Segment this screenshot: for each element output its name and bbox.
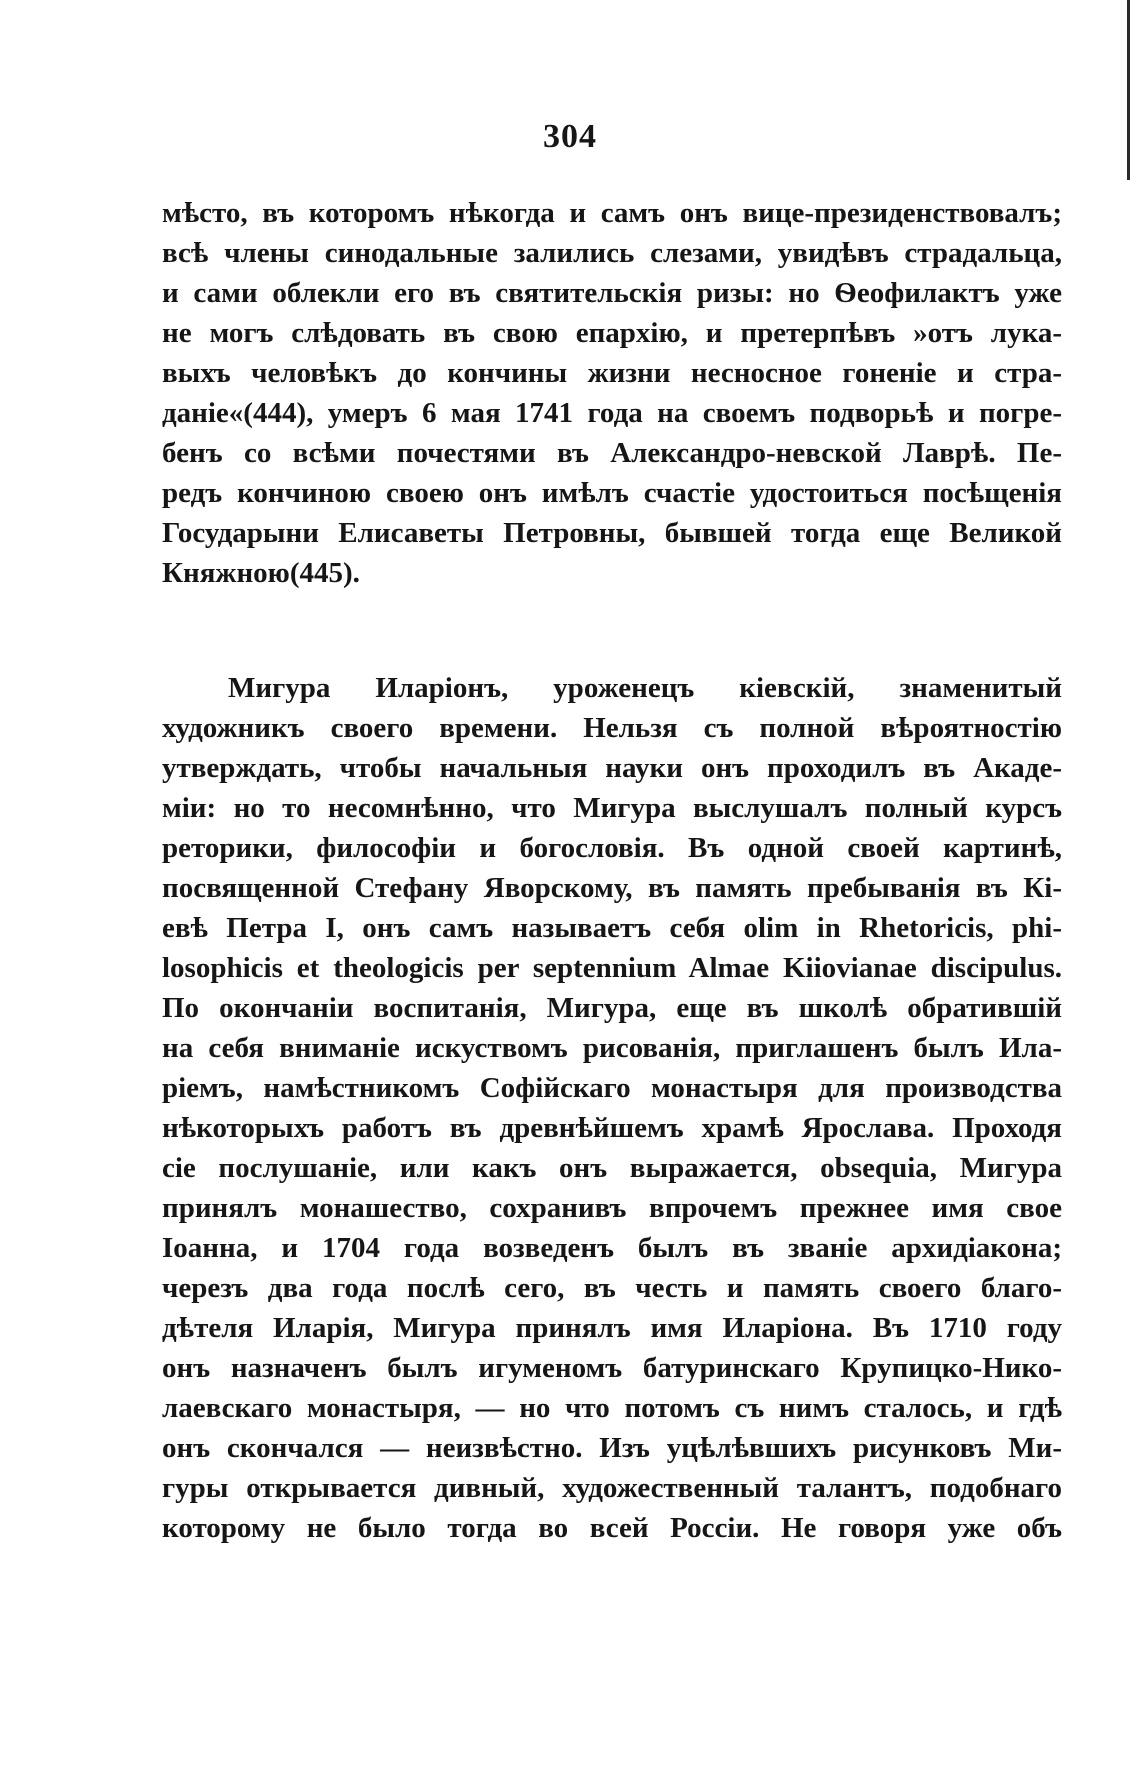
text-line: посвященной Стефану Яворскому, въ память пребыванія въ Кі-	[162, 872, 1062, 904]
text-line: выхъ человѣкъ до кончины жизни несносное гоненіе и стра-	[162, 357, 1062, 389]
text-line: и сами облекли его въ святительскія ризы: но Ѳеофилактъ уже	[162, 277, 1062, 309]
text-line: нѣкоторыхъ работъ въ древнѣйшемъ храмѣ Ярослава. Проходя	[162, 1112, 1062, 1144]
paragraph-feofilakt	[162, 193, 1062, 593]
text-line: онъ скончался — неизвѣстно. Изъ уцѣлѣвшихъ рисунковъ Ми-	[162, 1432, 1062, 1464]
text-line: на себя вниманіе искуствомъ рисованія, приглашенъ былъ Ила-	[162, 1032, 1062, 1064]
text-line-heading: Мигура Иларіонъ, уроженецъ кіевскій, знаменитый	[228, 672, 1062, 704]
paragraph-migura	[162, 668, 1062, 1548]
text-line: принялъ монашество, сохранивъ впрочемъ прежнее имя свое	[162, 1192, 1062, 1224]
text-line: художникъ своего времени. Нельзя съ полной вѣроятностію	[162, 712, 1062, 744]
text-line: сіе послушаніе, или какъ онъ выражается, obsequia, Мигура	[162, 1152, 1062, 1184]
text-line: даніе«(444), умеръ 6 мая 1741 года на своемъ подворьѣ и погре-	[162, 397, 1062, 429]
text-line: бенъ со всѣми почестями въ Александро-невской Лаврѣ. Пе-	[162, 437, 1062, 469]
text-line: ріемъ, намѣстникомъ Софійскаго монастыря для производства	[162, 1072, 1062, 1104]
text-line: лаевскаго монастыря, — но что потомъ съ нимъ сталось, и гдѣ	[162, 1392, 1062, 1424]
text-line: всѣ члены синодальные залились слезами, увидѣвъ страдальца,	[162, 237, 1062, 269]
text-line: Іоанна, и 1704 года возведенъ былъ въ званіе архидіакона;	[162, 1232, 1062, 1264]
text-line: евѣ Петра I, онъ самъ называетъ себя olim in Rhetoricis, phi-	[162, 912, 1062, 944]
text-line: Княжною(445).	[162, 557, 360, 589]
text-line: не могъ слѣдовать въ свою епархію, и претерпѣвъ »отъ лука-	[162, 317, 1062, 349]
text-line: редъ кончиною своею онъ имѣлъ счастіе удостоиться посѣщенія	[162, 477, 1062, 509]
text-line: дѣтеля Иларія, Мигура принялъ имя Иларіона. Въ 1710 году	[162, 1312, 1062, 1344]
page-number: 304	[543, 118, 597, 155]
text-line: міи: но то несомнѣнно, что Мигура выслушалъ полный курсъ	[162, 792, 1062, 824]
text-line: черезъ два года послѣ сего, въ честь и память своего благо-	[162, 1272, 1062, 1304]
text-line: реторики, философіи и богословія. Въ одной своей картинѣ,	[162, 832, 1062, 864]
text-line: которому не было тогда во всей Россіи. Не говоря уже объ	[162, 1512, 1062, 1544]
text-line: онъ назначенъ былъ игуменомъ батуринскаго Крупицко-Нико-	[162, 1352, 1062, 1384]
text-line: Государыни Елисаветы Петровны, бывшей тогда еще Великой	[162, 517, 1062, 549]
text-line: По окончаніи воспитанія, Мигура, еще въ школѣ обратившій	[162, 992, 1062, 1024]
text-line: losophicis et theologicis per septennium Almae Kiiovianae discipulus.	[162, 952, 1062, 984]
text-line: гуры открывается дивный, художественный талантъ, подобнаго	[162, 1472, 1062, 1504]
text-line: мѣсто, въ которомъ нѣкогда и самъ онъ вице-президенствовалъ;	[162, 197, 1062, 229]
text-line: утверждать, чтобы начальныя науки онъ проходилъ въ Акаде-	[162, 752, 1062, 784]
